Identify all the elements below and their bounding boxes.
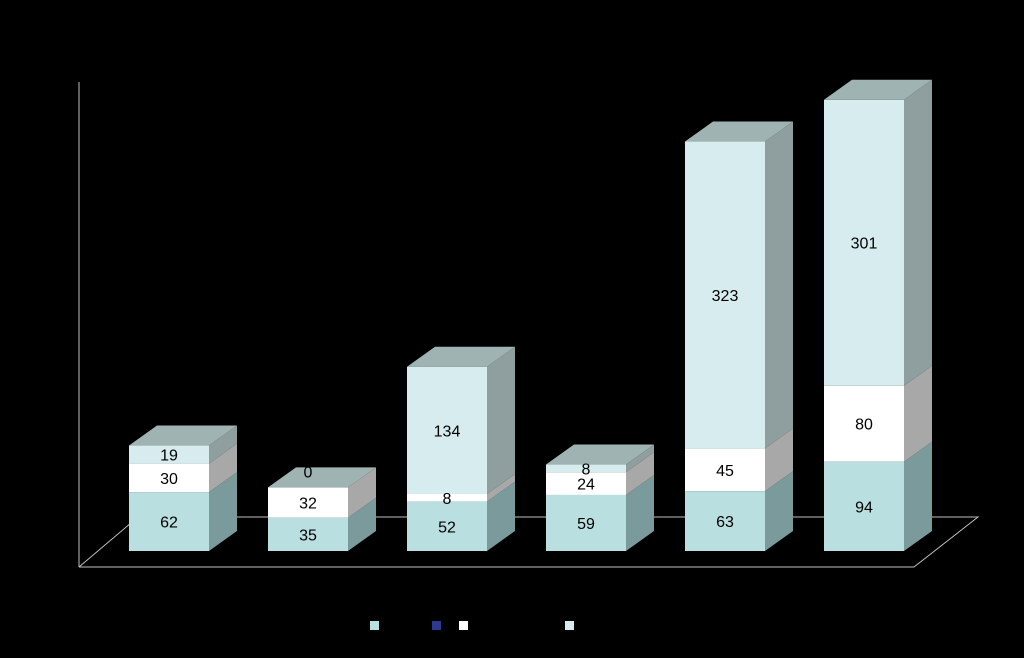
data-label: 30 (160, 470, 178, 488)
bar-segment-side (904, 80, 932, 386)
bar-stack (268, 464, 376, 551)
data-label: 323 (711, 287, 739, 305)
data-label: 301 (850, 235, 878, 253)
data-label: 35 (299, 527, 317, 545)
data-label: 24 (577, 476, 595, 494)
data-label: 8 (442, 490, 452, 508)
legend-swatch (432, 621, 441, 630)
bar-segment-side (487, 347, 515, 494)
data-label: 52 (438, 519, 456, 537)
data-label: 63 (716, 514, 734, 532)
data-label: 8 (581, 461, 591, 479)
legend-swatch (565, 621, 574, 630)
data-label: 59 (577, 515, 595, 533)
data-label: 45 (716, 462, 734, 480)
chart-bars (129, 80, 932, 551)
bar-stack (685, 122, 793, 551)
data-label: 80 (855, 416, 873, 434)
bar-segment-side (765, 122, 793, 449)
data-label: 0 (303, 464, 313, 482)
bar-stack (546, 445, 654, 551)
legend-swatch (459, 621, 468, 630)
bar-stack (407, 347, 515, 551)
data-label: 134 (433, 423, 461, 441)
data-label: 32 (299, 495, 317, 513)
bar-stack (824, 80, 932, 551)
legend-swatch (370, 621, 379, 630)
chart-legend (370, 621, 574, 630)
data-label: 94 (855, 499, 873, 517)
bar-stack (129, 426, 237, 551)
data-label: 62 (160, 514, 178, 532)
data-label: 19 (160, 447, 178, 465)
